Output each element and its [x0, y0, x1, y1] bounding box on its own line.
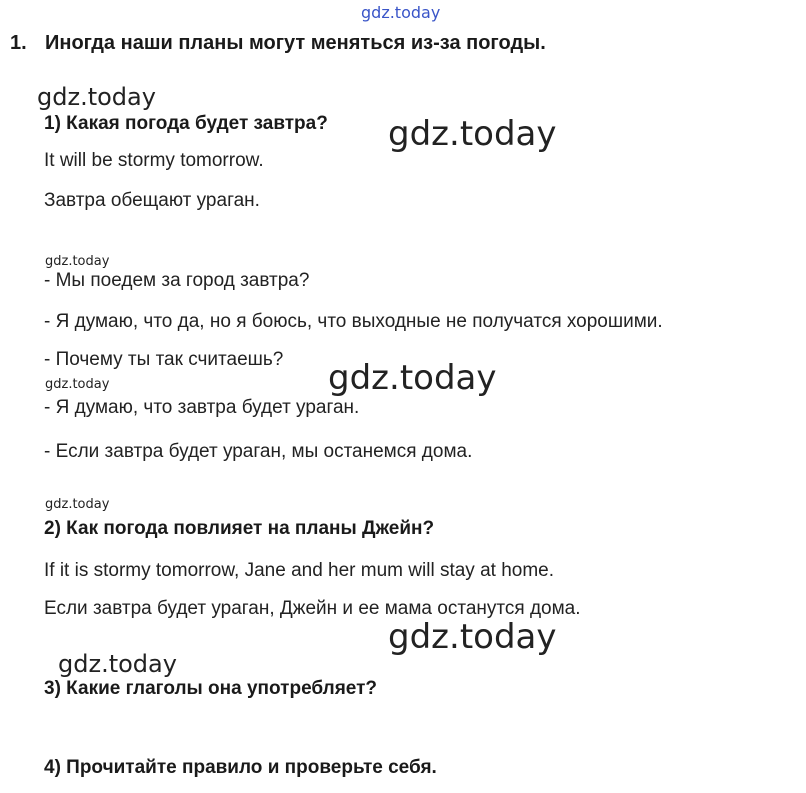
question-2-answer-en: If it is stormy tomorrow, Jane and her mum will stay at home. — [44, 560, 555, 581]
watermark: gdz.today — [388, 617, 557, 657]
watermark: gdz.today — [388, 114, 557, 154]
watermark: gdz.today — [328, 358, 497, 398]
dialogue-line: - Я думаю, что завтра будет ураган. — [44, 397, 360, 418]
watermark: gdz.today — [37, 83, 156, 111]
dialogue-line: - Я думаю, что да, но я боюсь, что выходные не получатся хорошими. — [44, 311, 663, 332]
dialogue-line: - Если завтра будет ураган, мы останемся дома. — [44, 441, 473, 462]
task-heading — [10, 32, 546, 55]
question-1-title: 1) Какая погода будет завтра? — [44, 113, 328, 134]
question-2-title: 2) Как погода повлияет на планы Джейн? — [44, 518, 435, 539]
task-title: Иногда наши планы могут меняться из-за погоды. — [45, 32, 546, 54]
question-1-answer-ru: Завтра обещают ураган. — [44, 190, 260, 211]
watermark-top: gdz.today — [361, 3, 441, 22]
watermark: gdz.today — [45, 377, 110, 392]
dialogue-line: - Почему ты так считаешь? — [44, 349, 284, 370]
watermark: gdz.today — [45, 254, 110, 269]
dialogue-line: - Мы поедем за город завтра? — [44, 270, 310, 291]
watermark: gdz.today — [45, 497, 110, 512]
watermark: gdz.today — [58, 650, 177, 678]
task-number: 1. — [10, 32, 27, 54]
question-4-title: 4) Прочитайте правило и проверьте себя. — [44, 757, 437, 778]
question-3-title: 3) Какие глаголы она употребляет? — [44, 678, 378, 699]
question-2-answer-ru: Если завтра будет ураган, Джейн и ее мама останутся дома. — [44, 598, 581, 619]
question-1-answer-en: It will be stormy tomorrow. — [44, 150, 264, 171]
